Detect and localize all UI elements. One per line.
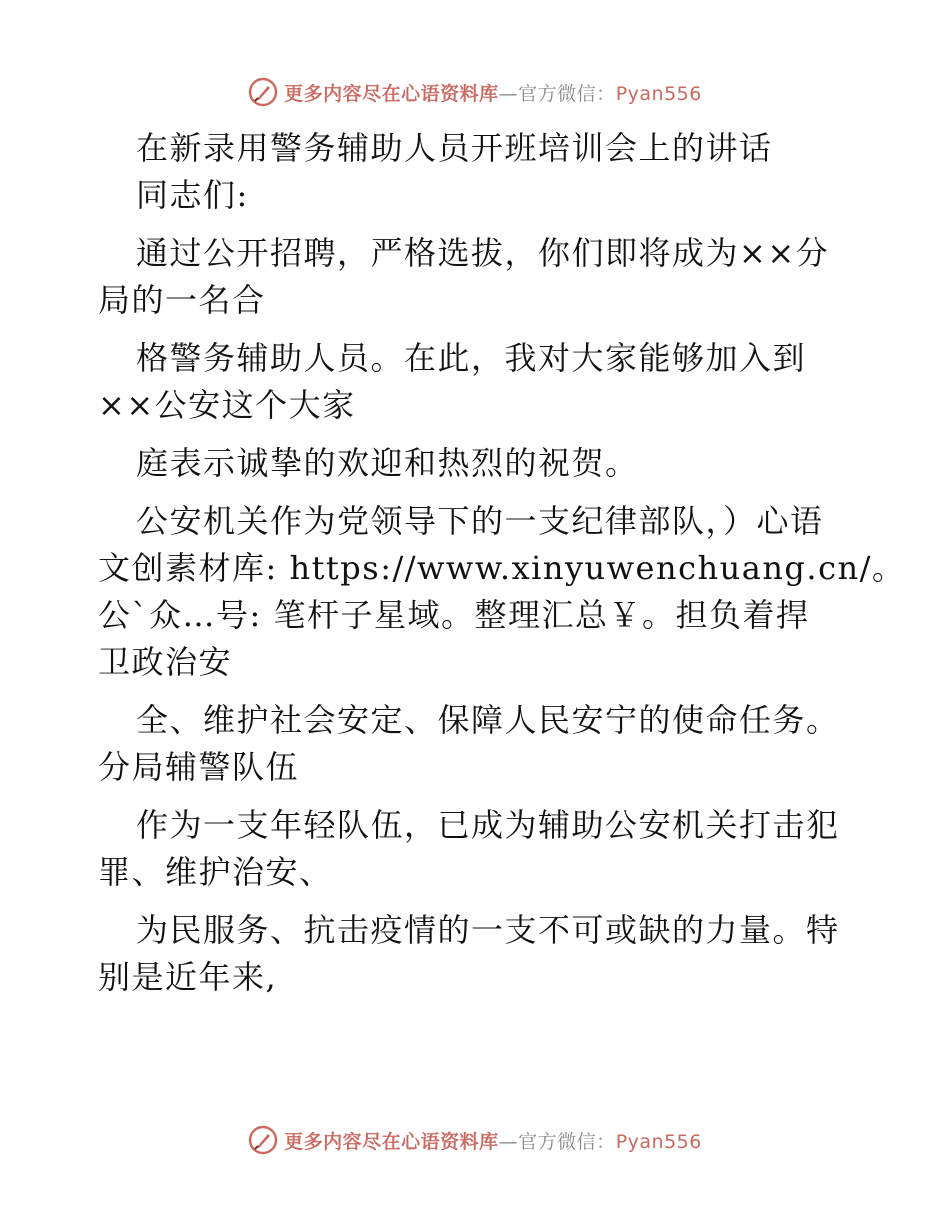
watermark-wechat-account: Pyan556 (615, 82, 702, 105)
paragraph-line: 通过公开招聘，严格选拔，你们即将成为××分 (136, 234, 830, 272)
watermark-wechat-label: 官方微信： (518, 82, 616, 105)
paragraph-line: 文创素材库: https://www.xinyuwenchuang.cn/。 (98, 549, 906, 587)
paragraph-line: 卫政治安 (98, 643, 233, 681)
watermark-library-text: 更多内容尽在心语资料库 (284, 82, 499, 105)
paragraph-line: 全、维护社会安定、保障人民安宁的使命任务。 (136, 701, 840, 739)
watermark-wechat-label: 官方微信： (518, 1130, 616, 1153)
watermark-text (284, 79, 702, 106)
watermark-wechat-account: Pyan556 (615, 1130, 702, 1153)
paragraph-line: 作为一支年轻队伍，已成为辅助公安机关打击犯 (136, 806, 840, 844)
paragraph-line: 局的一名合 (98, 281, 266, 319)
paragraph-line: 为民服务、抗击疫情的一支不可或缺的力量。特 (136, 911, 840, 949)
paragraph-line: 公`众…号: 笔杆子星域。整理汇总￥。担负着捍 (98, 596, 810, 634)
quill-seal-icon (248, 1125, 278, 1155)
paragraph-line: 分局辅警队伍 (98, 748, 300, 786)
quill-seal-icon (248, 77, 278, 107)
salutation: 同志们: (136, 176, 249, 214)
watermark-library-text: 更多内容尽在心语资料库 (284, 1130, 499, 1153)
paragraph-line: 罪、维护治安、 (98, 853, 333, 891)
paragraph-line: 别是近年来, (98, 958, 278, 996)
paragraph-line: 庭表示诚挚的欢迎和热烈的祝贺。 (136, 444, 639, 482)
footer-watermark (0, 1120, 950, 1160)
watermark-text (284, 1127, 702, 1154)
watermark-separator: — (498, 82, 519, 105)
paragraph-line: 公安机关作为党领导下的一支纪律部队，）心语 (136, 502, 824, 540)
paragraph-line: 格警务辅助人员。在此，我对大家能够加入到 (136, 339, 807, 377)
header-watermark (0, 72, 950, 112)
watermark-separator: — (498, 1130, 519, 1153)
document-body (98, 125, 906, 1001)
paragraph-line: ××公安这个大家 (98, 386, 356, 424)
document-title: 在新录用警务辅助人员开班培训会上的讲话 (136, 129, 773, 167)
